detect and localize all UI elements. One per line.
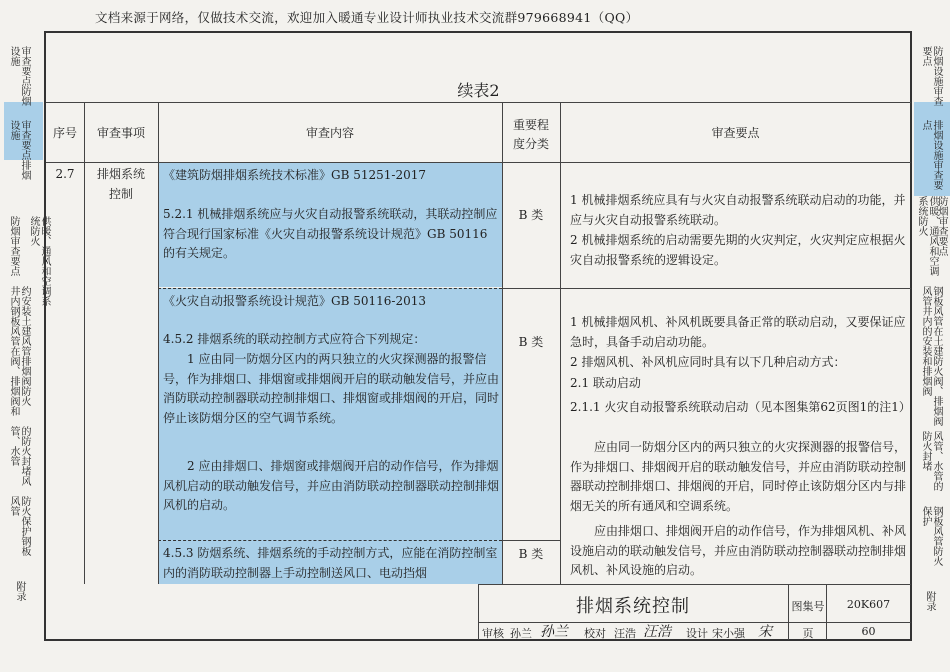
block2-point-4: 2.1.1 火灾自动报警系统联动启动（见本图集第62页图1的注1） — [570, 400, 911, 414]
atlas-label: 图集号 — [791, 600, 825, 613]
block2-standard: 《火灾自动报警系统设计规范》GB 50116-2013 — [163, 294, 426, 308]
footer-col-line-1 — [788, 584, 789, 640]
header-item: 审查事项 — [96, 126, 145, 140]
row-no: 2.7 — [55, 167, 75, 181]
header-importance: 重要程度分类 — [512, 118, 549, 151]
sidebar-right-item[interactable]: 附录 — [924, 591, 935, 611]
sidebar-right-item[interactable]: 钢板风管在土建风管井内的安装 — [920, 286, 942, 356]
col-divider-4 — [560, 102, 561, 584]
block2-grade: B 类 — [518, 335, 544, 349]
sidebar-left-item-active[interactable]: 审查要点排烟设施 — [8, 120, 30, 180]
page-label: 页 — [802, 627, 814, 640]
block2-point-6: 应由排烟口、排烟阀开启的动作信号，作为排烟风机、补风设施启动的联动触发信号，并应由消防联动控制器联动控制排烟风机、补风设施的启动。 — [570, 524, 907, 577]
sidebar-right-item-sub: 防烟审查要点 — [936, 196, 947, 256]
sidebar-left-item[interactable]: 审查要点防烟设施 — [8, 46, 30, 106]
col-divider-2 — [158, 102, 159, 584]
sidebar-left-item[interactable]: 防火保护钢板风管 — [8, 496, 30, 556]
header-note: 文档来源于网络，仅做技术交流，欢迎加入暖通专业设计师执业技术交流群979668941（QQ） — [95, 10, 639, 25]
dashed-divider-1 — [158, 288, 502, 289]
block1-point-1: 1 机械排烟系统应具有与火灾自动报警系统联动启动的功能，并应与火灾自动报警系统联动。 — [570, 193, 906, 227]
block1-point-2: 2 机械排烟系统的启动需要先期的火灾判定，火灾判定应根据火灾自动报警系统的逻辑设定。 — [570, 233, 906, 267]
sidebar-right-item[interactable]: 钢板风管防火保护 — [920, 506, 942, 566]
sidebar-right-item[interactable]: 供暖、通风和空调系统防火 — [916, 196, 938, 276]
block2-clause-item-1: 1 应由同一防烟分区内的两只独立的火灾探测器的报警信号，作为排烟口、排烟窗或排烟阀开启的联动触发信号，并应由消防联动控制器联动控制排烟口、排烟窗或排烟阀的开启，同时停止该防烟分区的空气调节系统。 — [163, 352, 500, 425]
sidebar-left-item[interactable]: 约安装土建风管井内钢板风管在 — [8, 286, 30, 356]
check-label: 校对 — [584, 627, 606, 640]
sidebar-right — [914, 36, 950, 636]
table-top-border — [46, 102, 911, 103]
checker-signature: 汪浩 — [643, 624, 671, 640]
block2-point-5: 应由同一防烟分区内的两只独立的火灾探测器的报警信号，作为排烟口、排烟阀开启的联动触发信号，并应由消防联动控制器联动控制排烟口、排烟阀的开启，同时停止该防烟分区内与排烟无关的所有通风和空调系统。 — [570, 440, 907, 513]
designer-name: 宋小强 — [712, 627, 745, 640]
header-no: 序号 — [52, 126, 77, 140]
row-divider-2 — [502, 540, 560, 541]
sidebar-right-item[interactable]: 风管、水管的防火封堵 — [920, 431, 942, 491]
block1-clause: 5.2.1 机械排烟系统应与火灾自动报警系统联动，其联动控制应符合现行国家标准《火灾自动报警系统设计规范》GB 50116的有关规定。 — [163, 207, 498, 260]
checker-name: 汪浩 — [614, 627, 636, 640]
header-content: 审查内容 — [305, 126, 354, 140]
dashed-divider-2 — [158, 540, 502, 541]
col-divider-1 — [84, 102, 85, 584]
header-points: 审查要点 — [711, 126, 760, 140]
sidebar-right-item[interactable]: 防烟设施审查要点 — [920, 46, 942, 106]
sidebar-left — [4, 36, 50, 636]
table-header-bottom — [46, 162, 911, 163]
row-divider-1 — [502, 288, 911, 289]
sidebar-left-item[interactable]: 防烟审查要点 — [8, 216, 19, 276]
design-label: 设计 — [686, 627, 708, 640]
sidebar-right-item-active[interactable]: 排烟设施审查要点 — [920, 120, 942, 190]
sidebar-left-item[interactable]: 附录 — [14, 581, 25, 601]
reviewer-signature: 孙兰 — [540, 624, 568, 640]
designer-signature: 宋 — [758, 624, 772, 640]
reviewer-name: 孙兰 — [510, 627, 532, 640]
block3-clause: 4.5.3 防烟系统、排烟系统的手动控制方式，应能在消防控制室内的消防联动控制器上手动控制送风口、电动挡烟 — [163, 546, 498, 580]
atlas-number: 20K607 — [846, 598, 891, 611]
table-title: 续表2 — [457, 81, 500, 100]
block1-grade: B 类 — [518, 208, 544, 222]
block2-clause-head: 4.5.2 排烟系统的联动控制方式应符合下列规定： — [163, 332, 426, 346]
block2-point-2: 2 排烟风机、补风机应同时具有以下几种启动方式： — [570, 355, 846, 369]
block2-point-1: 1 机械排烟风机、补风机既要具备正常的联动启动，又要保证应急时，具备手动启动功能。 — [570, 315, 906, 349]
page-number: 60 — [861, 625, 876, 638]
footer-title: 排烟系统控制 — [576, 596, 690, 617]
sidebar-left-item[interactable]: 排烟阀防火阀、排烟阀和 — [8, 356, 30, 416]
block2-clause-item-2: 2 应由排烟口、排烟窗或排烟阀开启的动作信号，作为排烟风机启动的联动触发信号，并应由消防联动控制器联动控制排烟风机的启动。 — [163, 459, 500, 512]
sidebar-left-item[interactable]: 的防火封堵风管、水管 — [8, 426, 30, 486]
sidebar-right-item[interactable]: 防火阀、排烟阀和排烟阀 — [920, 356, 942, 426]
block3-grade: B 类 — [518, 547, 544, 561]
review-label: 审核 — [482, 627, 504, 640]
block2-point-3: 2.1 联动启动 — [570, 376, 641, 390]
row-item: 排烟系统控制 — [96, 167, 145, 201]
sidebar-left-item-sub: 供暖、通风和空调系统防火 — [28, 216, 50, 306]
block1-standard: 《建筑防烟排烟系统技术标准》GB 51251-2017 — [163, 168, 426, 182]
